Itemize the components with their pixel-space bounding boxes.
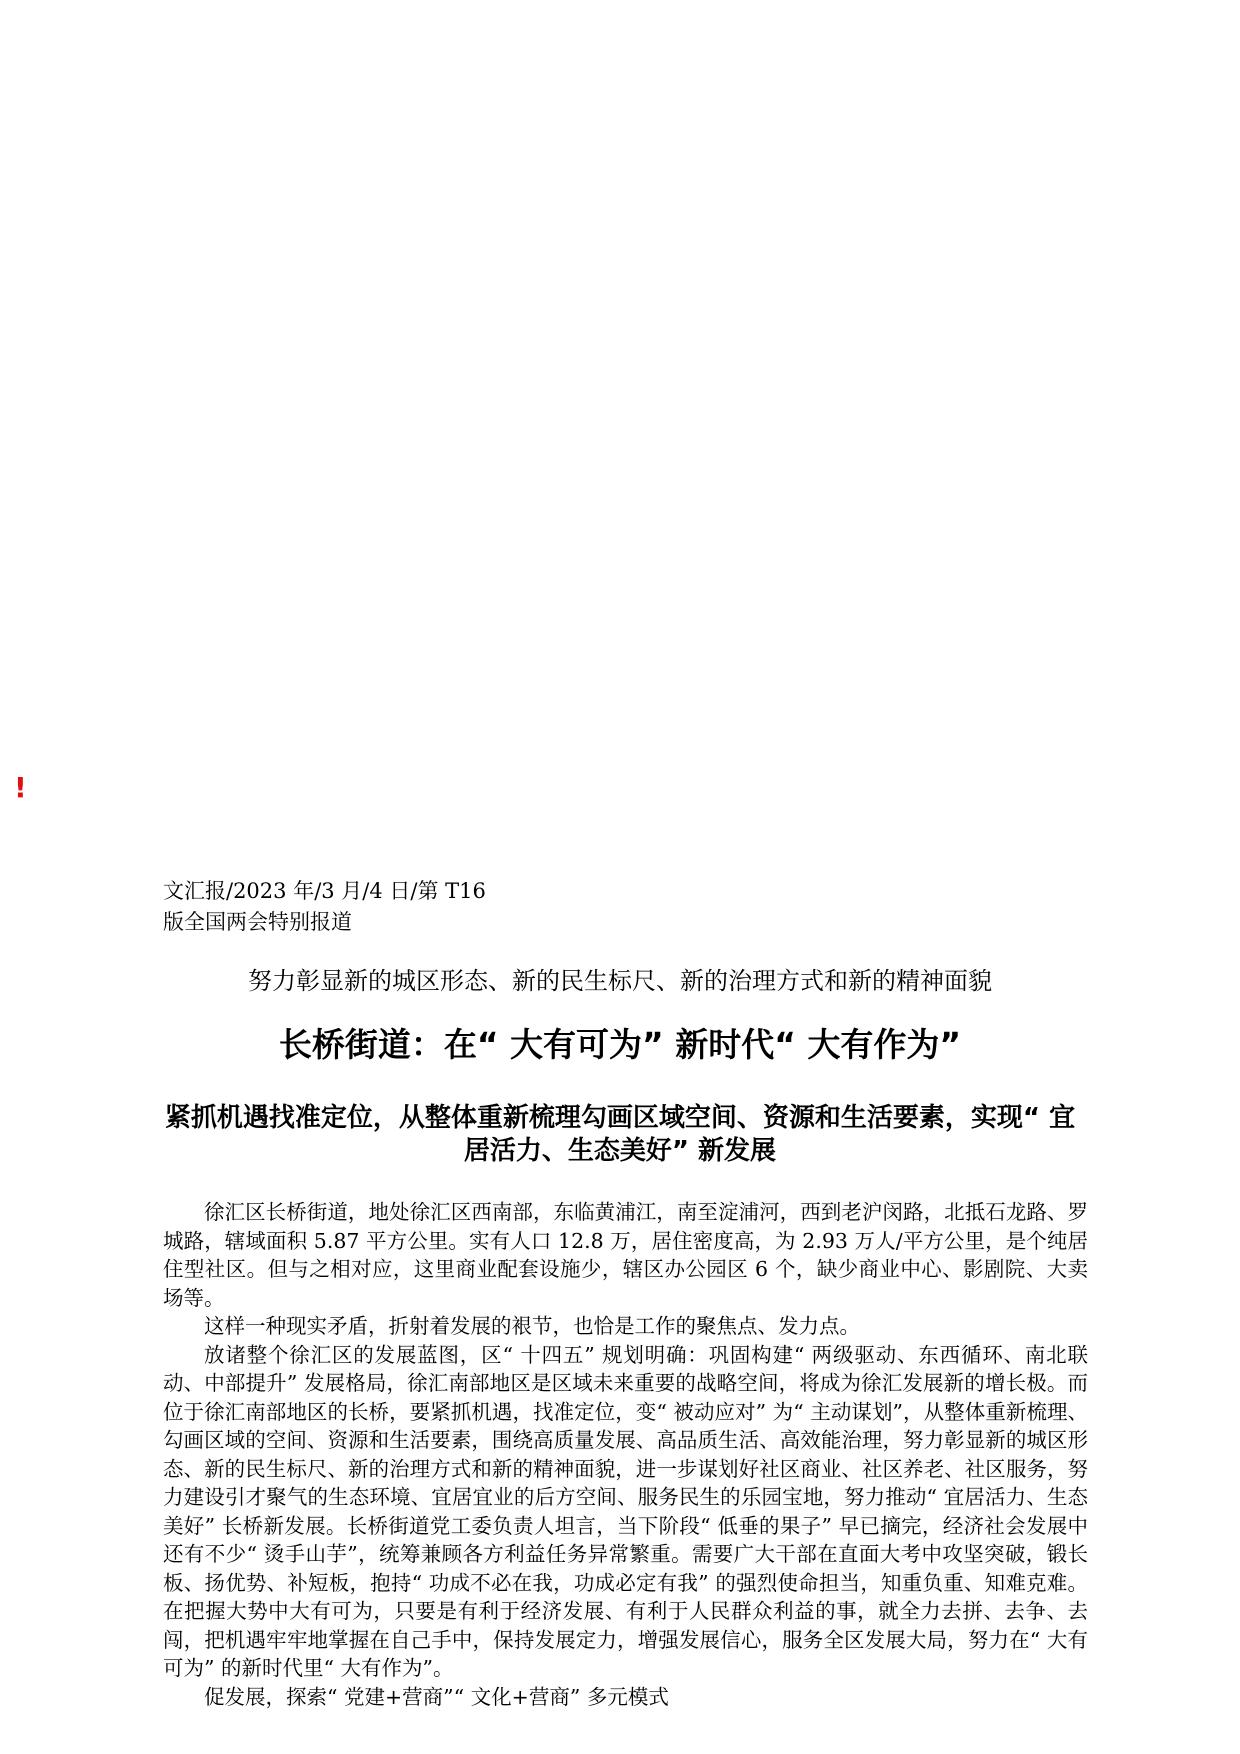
paragraph: 这样一种现实矛盾，折射着发展的裉节，也恰是工作的聚焦点、发力点。 — [204, 1314, 860, 1338]
source-line — [163, 876, 583, 938]
article-subheadline: 紧抓机遇找准定位，从整体重新梳理勾画区域空间、资源和生活要素，实现“ 宜居活力、生态美好” 新发展 — [164, 1103, 1076, 1166]
article-headline: 长桥街道：在“ 大有可为” 新时代“ 大有作为” — [278, 1025, 962, 1064]
article-body — [163, 1198, 1088, 1711]
paragraph: 放诸整个徐汇区的发展蓝图，区“ 十四五” 规划明确：巩固构建“ 两级驱动、东西循环、南北联动、中部提升” 发展格局，徐汇南部地区是区域未来重要的战略空间，将成为徐汇发展新的增长极。而位于徐汇南部地区的长桥，要紧抓机遇，找准定位，变“ 被动应对” 为“ 主动谋划”，从整体重新梳理、勾画区域的空间、资源和生活要素，围绕高质量发展、高品质生活、高效能治理，努力彰显新的城区形态、新的民生标尺、新的治理方式和新的精神面貌，进一步谋划好社区商业、社区养老、社区服务，努力建设引才聚气的生态环境、宜居宜业的后方空间、服务民生的乐园宝地，努力推动“ 宜居活力、生态美好” 长桥新发展。长桥街道党工委负责人坦言，当下阶段“ 低垂的果子” 早已摘完，经济社会发展中还有不少“ 烫手山芋”，统筹兼顾各方利益任务异常繁重。需要广大干部在直面大考中攻坚突破，锻长板、扬优势、补短板，抱持“ 功成不必在我，功成必定有我” 的强烈使命担当，知重负重、知难克难。在把握大势中大有可为，只要是有利于经济发展、有利于人民群众利益的事，就全力去拼、去争、去闯，把机遇牢牢地掌握在自己手中，保持发展定力，增强发展信心，服务全区发展大局，努力在“ 大有可为” 的新时代里“ 大有作为”。 — [163, 1342, 1088, 1680]
paragraph: 徐汇区长桥街道，地处徐汇区西南部，东临黄浦江，南至淀浦河，西到老沪闵路，北抵石龙路、罗城路，辖域面积 5.87 平方公里。实有人口 12.8 万，居住密度高，为 2.93 万人/平方公里，是个纯居住型社区。但与之相对应，这里商业配套设施少，辖区办公园区 6 个，缺少商业中心、影剧院、大卖场等。 — [163, 1200, 1088, 1310]
source-line-2: 版全国两会特别报道 — [163, 910, 352, 934]
red-exclamation-mark: ! — [14, 771, 27, 804]
source-line-1: 文汇报/2023 年/3 月/4 日/第 T16 — [163, 879, 486, 903]
article-kicker: 努力彰显新的城区形态、新的民生标尺、新的治理方式和新的精神面貌 — [248, 967, 992, 995]
paragraph: 促发展，探索“ 党建+营商”“ 文化+营商” 多元模式 — [204, 1684, 669, 1709]
